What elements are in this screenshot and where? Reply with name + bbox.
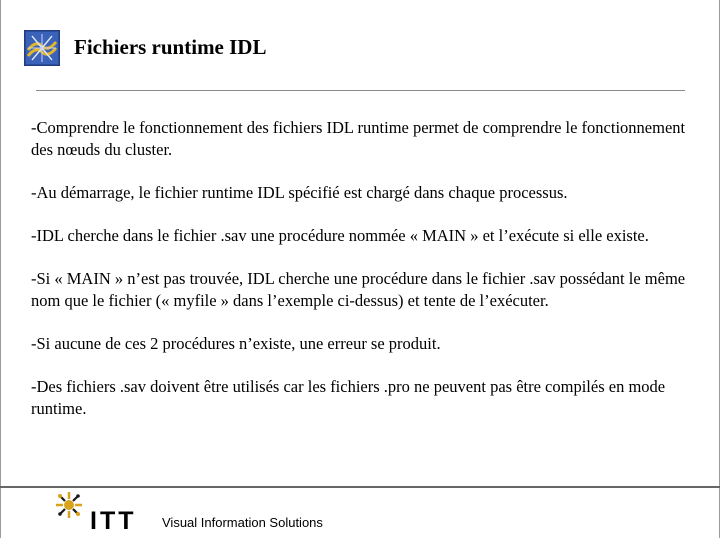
footer-divider (0, 486, 720, 488)
paragraph: -IDL cherche dans le fichier .sav une procédure nommée « MAIN » et l’exécute si elle existe. (31, 226, 649, 245)
paragraph: -Si « MAIN » n’est pas trouvée, IDL cherche une procédure dans le fichier .sav possédant le même nom que le fichier (« myfile » dans l’exemple ci-dessus) et tente de l’exécuter. (31, 269, 686, 310)
slide-title: Fichiers runtime IDL (74, 35, 267, 59)
paragraph: -Comprendre le fonctionnement des fichiers IDL runtime permet de comprendre le fonctionnement des nœuds du cluster. (31, 118, 686, 159)
paragraph: -Au démarrage, le fichier runtime IDL spécifié est chargé dans chaque processus. (31, 183, 568, 202)
title-divider (36, 90, 685, 91)
footer-brand: ITT (90, 507, 137, 535)
idl-globe-logo-icon (24, 30, 60, 66)
paragraph: -Si aucune de ces 2 procédures n’existe, une erreur se produit. (31, 334, 441, 353)
slide-body (31, 117, 691, 441)
itt-spark-logo-icon (54, 490, 84, 520)
paragraph: -Des fichiers .sav doivent être utilisés car les fichiers .pro ne peuvent pas être compilés en mode runtime. (31, 377, 666, 418)
footer-tagline: Visual Information Solutions (162, 515, 323, 530)
